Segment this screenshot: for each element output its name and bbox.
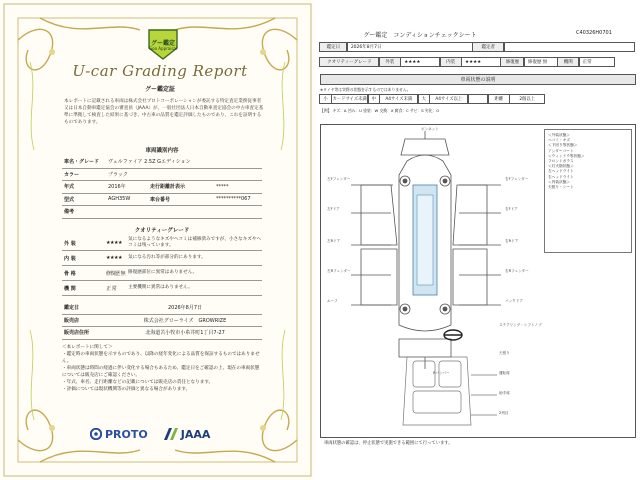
row-color (62, 169, 262, 182)
engine-value: 正常 (579, 57, 615, 67)
legend-item: ＜外装状態＞ (548, 133, 571, 137)
note-item: ・車両状態は時間の経過に伴い変化する場合もあるため、鑑定日をご確認の上、現在の車両状態については販売店にご確認ください。 (62, 366, 260, 378)
note-item: ・年式、車名、走行距離などの記載については販売店の責任となります。 (62, 380, 214, 385)
row-grade (62, 156, 262, 169)
label-back-door: バックドア (505, 299, 523, 303)
mileage-label: 走行距離計表示 (150, 184, 186, 191)
legend-item: 左ヘッドライト (548, 169, 574, 174)
seller-value: 株式会社グローライズ GROWRIZE (143, 317, 227, 324)
exterior-value: ★★★★ (400, 57, 440, 67)
quality-table (62, 236, 262, 296)
sheet-code: C40326H0701 (576, 30, 612, 36)
size-small-label: 小 (319, 94, 331, 104)
year-value: 2016年 (108, 184, 126, 191)
inspector-value (504, 42, 635, 52)
damage-size-legend (320, 94, 545, 104)
certificate-intro: 本レポートに記載される車両は株式会社プロトコーポレーションが委託する特定査定業務従事者又は日本自動車鑑定協会の審査員（JAAA）が、一般社団法人日本自動車査定協会の中古車査定基準に準拠して検査した結果に基づき、中古車の品質を鑑定評価したものであり、これを証明するものであります。 (64, 99, 264, 125)
quality-desc: 主要機関に異常はありません。 (128, 285, 193, 290)
quality-stars: ★★★★ (106, 255, 122, 261)
quality-stars: 正 常 (106, 285, 117, 292)
condition-section-title: 車両状態の説明 (320, 74, 636, 85)
badge-title: グー鑑定 (150, 40, 175, 47)
size-large-desc: A4サイズ以上 (429, 94, 468, 104)
appraisal-date-label: 鑑定日 (64, 305, 80, 312)
color-value: ブラック (108, 171, 128, 178)
size-medium-label: 中 (368, 94, 380, 104)
remarks-label: 備考 (64, 209, 75, 216)
inspector-label: 鑑定者 (472, 42, 504, 52)
model-value: AGH35W (108, 196, 131, 203)
appraisal-date-value: 2026年8月7日 (347, 42, 473, 52)
row-model (62, 194, 262, 207)
size-small-desc: カードサイズ未満 (331, 94, 368, 104)
sheet-header-row-1 (320, 42, 636, 52)
label-hood: ボンネット (421, 127, 439, 131)
label-right-front-fender: 右Fフェンダー (505, 177, 529, 181)
sheet-footer-note: 車両状態の確認は、停止状態で実施できる範囲にて行っています。 (324, 441, 453, 446)
vin-label: 車台番号 (150, 196, 171, 203)
seller-label: 販売店 (64, 317, 80, 324)
label-steering: ステアリング・シフトノブ (499, 323, 542, 327)
sheet-title: グー鑑定 コンディションチェックシート (363, 32, 477, 39)
row-remarks (62, 206, 262, 219)
vin-value: **********067 (216, 196, 251, 203)
certificate-subtitle: グー鑑定証 (144, 86, 175, 93)
quality-stars: ★★★★ (106, 240, 122, 246)
damage-code-example: 【例】 キズ：A 凹み：U 塗装：W 交換：X 腐食：C サビ：S 劣化：O (320, 108, 440, 113)
legend-item: ＜ウィンドウ等状態＞ (548, 153, 585, 158)
color-label: カラー (64, 171, 80, 178)
quality-desc: 修復歴部位に異常はありません。 (128, 270, 198, 275)
size-medium-desc: A4サイズ未満 (379, 94, 418, 104)
quality-label: 骨 格 (64, 270, 76, 277)
seller-address-value: 北海道苫小牧市小糸井町1丁目7-27 (145, 330, 225, 337)
certificate-title: U-car Grading Report (72, 62, 248, 80)
legend-item: アンダーコート (548, 148, 574, 153)
size-large-label: 大 (418, 94, 430, 104)
quality-label: 機 関 (64, 285, 76, 292)
size-distance-label: 距離 (488, 94, 510, 104)
mileage-value: ***** (216, 183, 229, 190)
label-headliner: 天張り (499, 351, 510, 355)
label-passenger-seat: 助手席 (499, 391, 510, 395)
quality-section-title: クオリティーグレード (134, 228, 190, 234)
quality-desc: 気になるようなキズやヘコミは補修済みですが、小さなキズやヘコミは残っています。 (128, 237, 262, 248)
note-item: ・評価については現状機関等の評価と異なる場合があります。 (62, 387, 191, 392)
vehicle-info-table (62, 156, 262, 219)
legend-item: ヘコミ・キズ (548, 138, 571, 143)
quality-label: 内 装 (64, 255, 76, 262)
goo-appraisal-badge (146, 28, 180, 60)
proto-logo (90, 428, 148, 441)
legend-item: フロントガラス (548, 159, 574, 164)
quality-row-exterior (62, 236, 262, 251)
size-blank (468, 94, 489, 104)
condition-legend-box (544, 129, 632, 253)
notes-heading: ＜本レポートに関して＞ (62, 345, 113, 350)
year-label: 年式 (64, 184, 75, 191)
sheet-header-row-2 (320, 57, 636, 67)
badge-subtitle: Goo Appraisal (149, 46, 177, 51)
report-notes (62, 344, 262, 393)
quality-grade-label: クオリティーグレード (319, 57, 379, 67)
row-seller (62, 315, 262, 328)
label-left-rear-door: 左Rドア (327, 239, 341, 243)
legend-item: 右ヘッドライト (548, 174, 574, 179)
legend-item: ＜灯火類状態＞ (548, 164, 574, 169)
row-appraisal-date (62, 302, 262, 315)
proto-logo-text: PROTO (105, 427, 148, 441)
quality-row-frame (62, 266, 262, 281)
grade-label: 車名・グレード (64, 159, 100, 166)
footer-logos (90, 424, 230, 444)
interior-label: 内装 (440, 57, 462, 67)
dealer-table (62, 302, 262, 340)
note-item: ・鑑定時の車両状態を示すものであり、以降の経年変化による品質を保証するものではありません。 (62, 352, 260, 364)
label-driver-seat: 運転席 (499, 371, 510, 375)
label-rear-bumper: Rバンパー (433, 371, 450, 375)
appraisal-date-label: 鑑定日 (319, 42, 347, 52)
legend-item: ＜内装状態＞ (548, 179, 571, 184)
label-left-front-door: 左Fドア (327, 207, 340, 211)
row-year (62, 181, 262, 194)
jaaa-mark-icon (164, 428, 178, 440)
label-right-rear-fender: 右Rフェンダー (505, 269, 529, 273)
legend-item: 天張り・シート (548, 185, 574, 190)
row-seller-address (62, 327, 262, 340)
size-multiple-label: 2個以上 (509, 94, 545, 104)
repair-history-value: 修復歴 無 (524, 57, 558, 67)
quality-row-engine (62, 281, 262, 296)
label-roof: ルーフ (327, 299, 338, 303)
label-right-rear-door: 右Rドア (505, 239, 519, 243)
seller-address-label: 販売店住所 (64, 330, 90, 337)
model-label: 型式 (64, 196, 75, 203)
tire-note: ※タイヤ等は実際の状態を示すものではありません。 (320, 87, 411, 92)
grading-certificate (0, 0, 315, 480)
engine-label: 機関 (557, 57, 579, 67)
vehicle-section-title: 車両識別内容 (145, 148, 179, 154)
grade-value: ヴェルファイア 2.5Z Gエディション (108, 159, 191, 166)
quality-row-interior (62, 251, 262, 266)
car-diagram-box (320, 124, 636, 438)
jaaa-logo (164, 428, 211, 441)
jaaa-logo-text: JAAA (180, 427, 211, 441)
label-right-front-door: 右Fドア (505, 207, 518, 211)
legend-item: ＜下回り等状態＞ (548, 143, 578, 148)
appraisal-date-value: 2026年8月7日 (167, 305, 203, 312)
proto-mark-icon (90, 428, 102, 440)
condition-check-sheet (320, 28, 636, 448)
quality-label: 外 装 (64, 240, 76, 247)
label-left-front-fender: 左Fフェンダー (327, 177, 351, 181)
exterior-label: 外装 (379, 57, 401, 67)
repair-history-label: 修復歴 (500, 57, 524, 67)
label-second-row: 2列目 (499, 411, 509, 415)
quality-stars: 修復歴 無 (106, 270, 126, 277)
interior-value: ★★★★ (461, 57, 501, 67)
quality-desc: 気になる汚れ等が部分的にあります。 (128, 255, 206, 260)
label-left-rear-fender: 左Rフェンダー (327, 269, 351, 273)
